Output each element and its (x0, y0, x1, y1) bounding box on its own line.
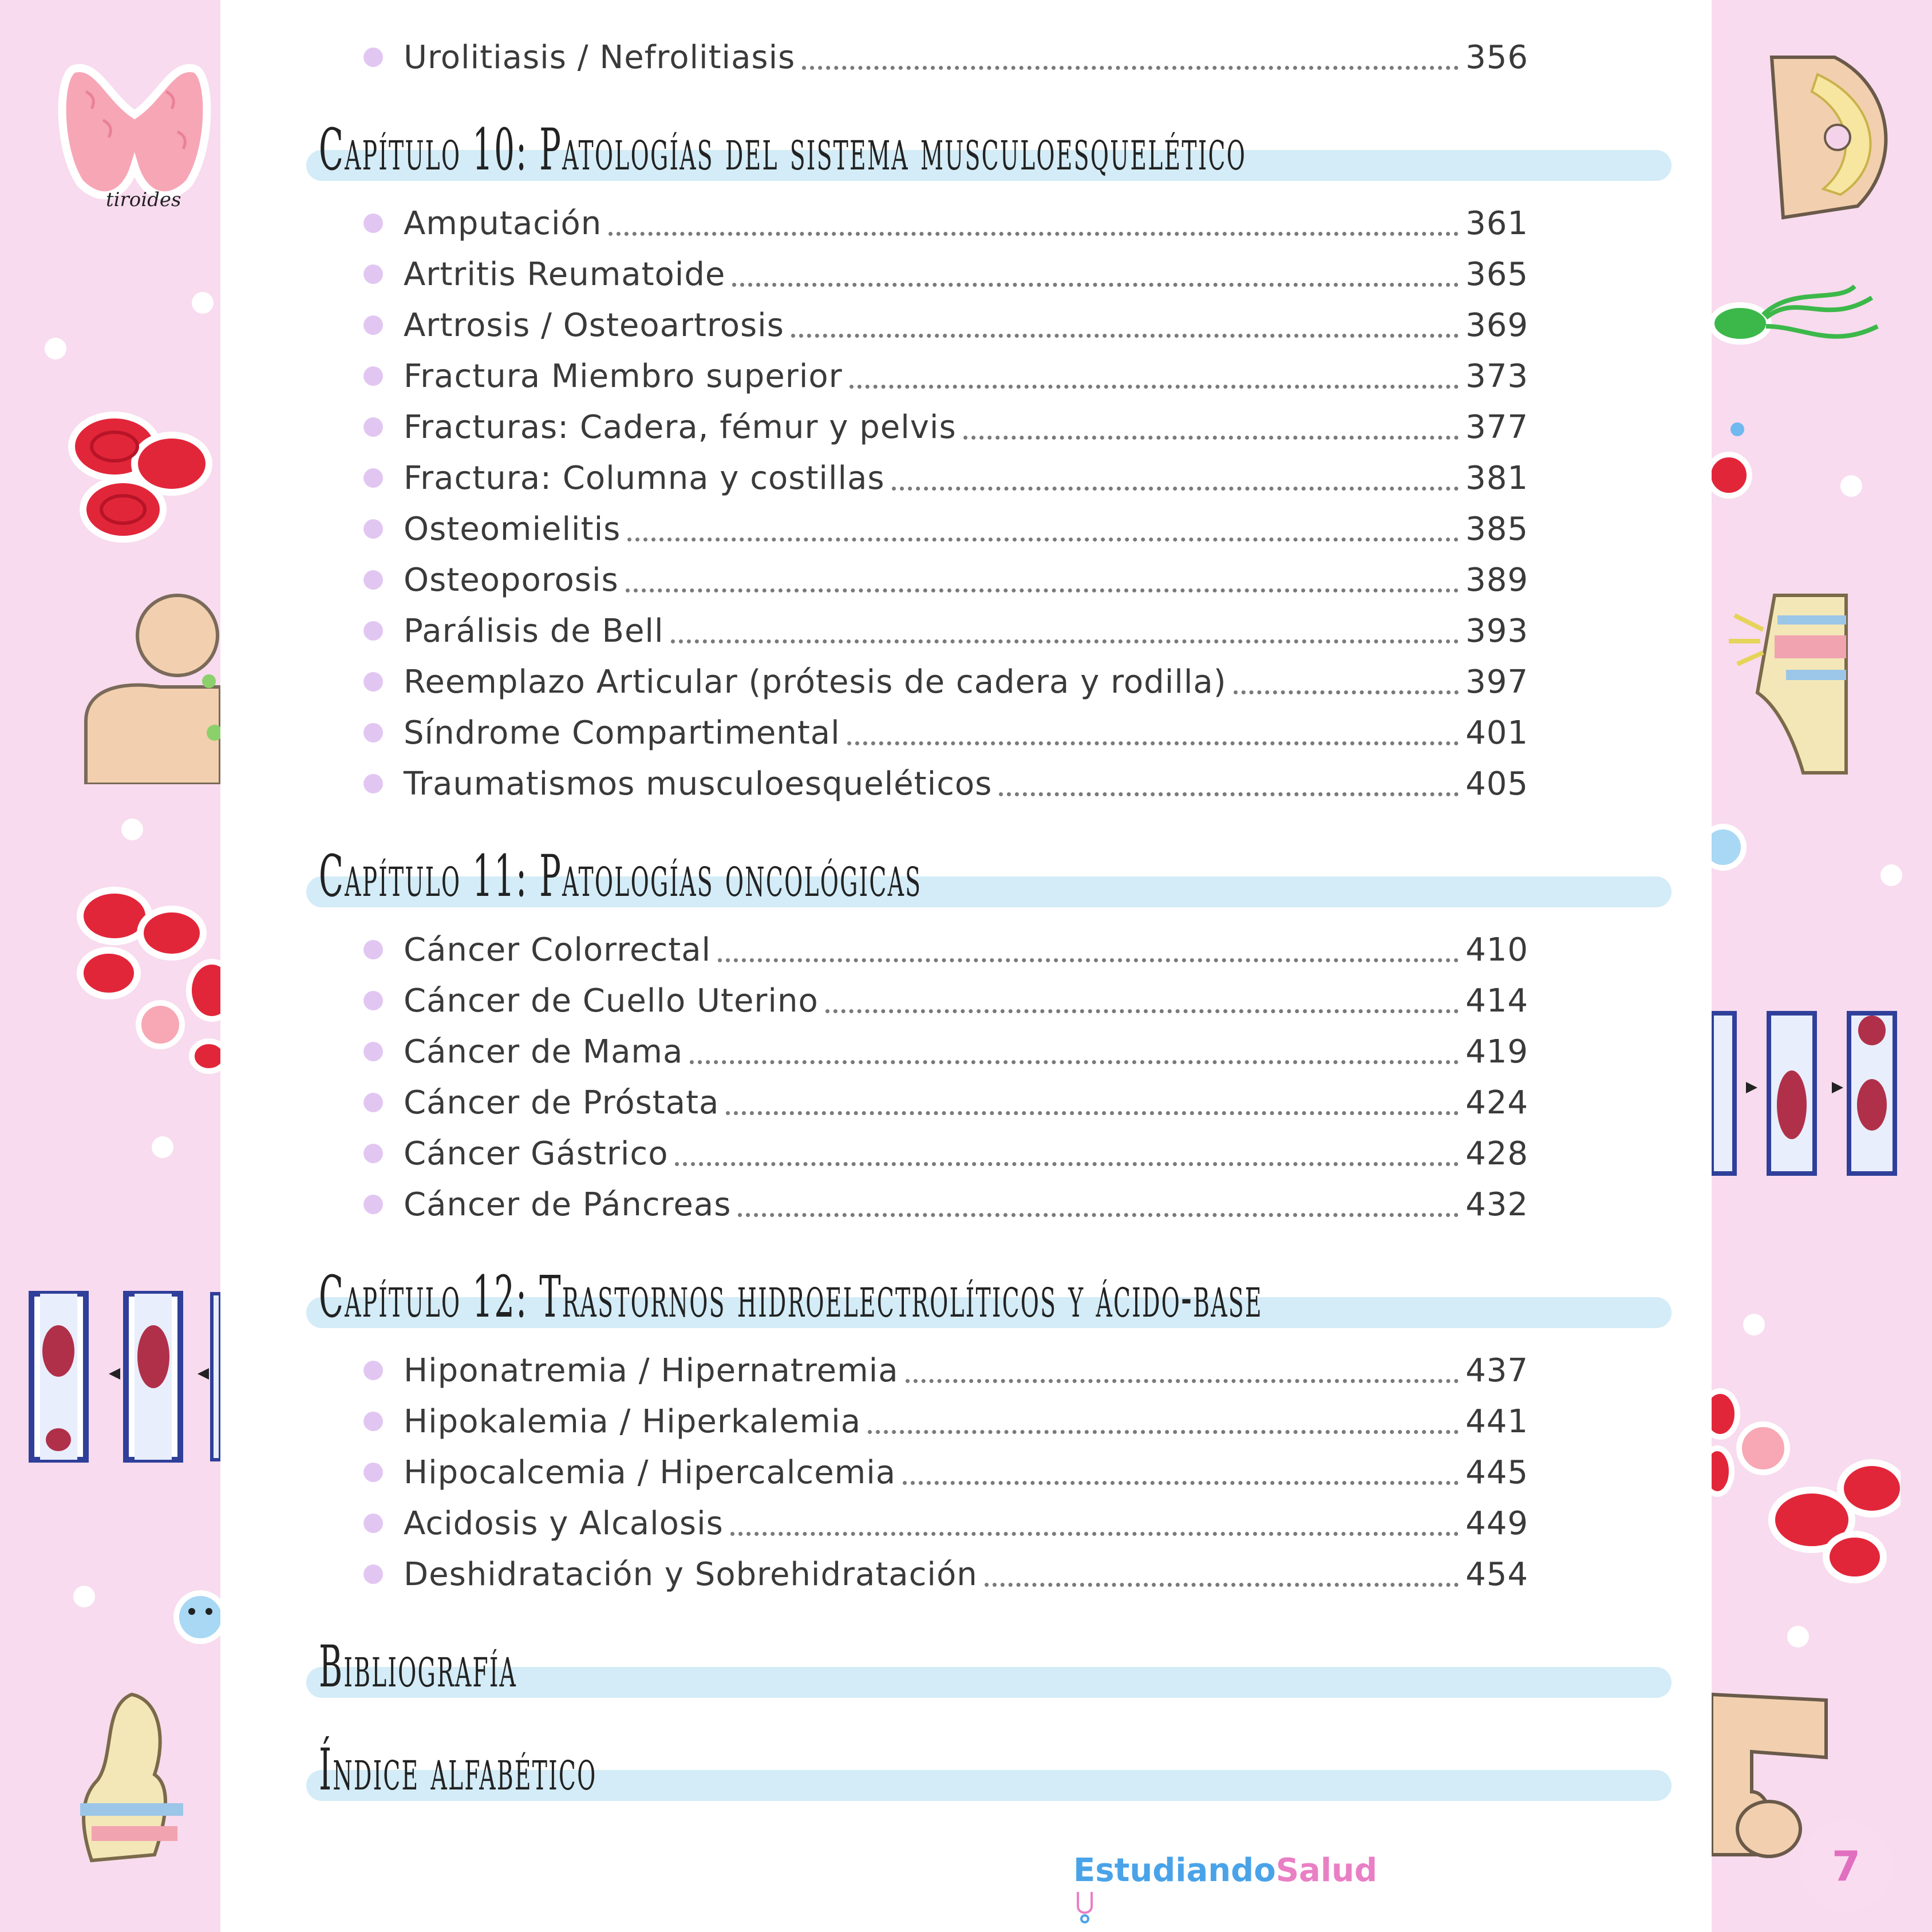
page-number: 7 (1800, 1820, 1892, 1912)
chapter-heading[interactable] (306, 109, 1672, 189)
dot-leader (675, 1162, 1459, 1166)
toc-entry[interactable] (364, 200, 1528, 246)
chapter-heading[interactable] (306, 1626, 1672, 1706)
dot-leader (718, 958, 1459, 962)
bacteria-flagella-icon (1712, 280, 1883, 361)
toc-entry[interactable] (364, 1398, 1528, 1444)
toc-entry[interactable] (364, 1131, 1528, 1176)
toc-entry-title: Cáncer de Próstata (404, 1084, 720, 1121)
toc-entry-title: Osteomielitis (404, 510, 621, 548)
toc-entry-page: 356 (1465, 38, 1528, 76)
toc-entry-title: Urolitiasis / Nefrolitiasis (404, 38, 796, 76)
toc-entry[interactable] (364, 506, 1528, 552)
bullet-dot-icon (364, 1093, 383, 1112)
bullet-dot-icon (364, 774, 383, 793)
toc-entry-page: 397 (1465, 663, 1528, 701)
toc-entry-title: Hipocalcemia / Hipercalcemia (404, 1453, 896, 1491)
bullet-dot-icon (364, 991, 383, 1010)
toc-entry[interactable] (364, 557, 1528, 603)
lymph-nodes-torso-icon (80, 590, 220, 784)
toc-entry-title: Fracturas: Cadera, fémur y pelvis (404, 408, 957, 446)
toc-entry-title: Acidosis y Alcalosis (404, 1504, 724, 1542)
dot-leader (690, 1060, 1459, 1064)
toc-entry[interactable] (364, 927, 1528, 973)
dot-leader (847, 741, 1459, 745)
toc-entry-page: 449 (1465, 1504, 1528, 1542)
thyroid-sticker-icon (52, 52, 218, 223)
toc-entry[interactable] (364, 455, 1528, 501)
toc-entry[interactable] (364, 1551, 1528, 1597)
chapter-title: Índice alfabético (319, 1736, 597, 1803)
dot-leader (730, 1532, 1459, 1536)
toc-entry[interactable] (364, 302, 1528, 348)
toc-entry-page: 414 (1465, 982, 1528, 1020)
red-blood-cells-icon (63, 401, 218, 550)
toc-entry[interactable] (364, 608, 1528, 654)
toc-entry[interactable] (364, 404, 1528, 450)
toc-entry-title: Cáncer Colorrectal (404, 931, 712, 969)
toc-entry-page: 389 (1465, 561, 1528, 599)
table-of-contents-page (220, 0, 1861, 1932)
bullet-dot-icon (364, 315, 383, 335)
toc-entry[interactable] (364, 353, 1528, 399)
toc-entry-page: 454 (1465, 1555, 1528, 1593)
bullet-dot-icon (364, 723, 383, 742)
toc-entry-page: 373 (1465, 357, 1528, 395)
toc-entry-page: 445 (1465, 1453, 1528, 1491)
spine-vertebra-icon (1723, 584, 1860, 779)
toc-entry-title: Cáncer de Mama (404, 1033, 683, 1070)
chapter-heading[interactable] (306, 835, 1672, 915)
chapter-title: Capítulo 10: Patologías del sistema musculoesquelético (319, 116, 1247, 183)
thrombus-vessels-right-icon (1712, 1008, 1901, 1185)
toc-entry-title: Reemplazo Articular (prótesis de cadera y rodilla) (404, 663, 1227, 701)
bullet-dot-icon (364, 672, 383, 692)
bacterium-blue-icon (1712, 813, 1757, 882)
thyroid-caption: tiroides (106, 188, 181, 211)
toc-entry[interactable] (364, 1029, 1528, 1074)
bullet-dot-icon (364, 1361, 383, 1380)
toc-entry-title: Osteoporosis (404, 561, 619, 599)
stethoscope-icon (1073, 1889, 1096, 1923)
toc-entry-page: 437 (1465, 1352, 1528, 1389)
toc-entry-page: 405 (1465, 765, 1528, 803)
breast-anatomy-icon (1766, 52, 1903, 223)
blood-cells-cluster-icon (74, 882, 220, 1076)
bullet-dot-icon (364, 570, 383, 590)
bullet-dot-icon (364, 1195, 383, 1214)
toc-entry[interactable] (364, 1080, 1528, 1125)
toc-entry[interactable] (364, 1449, 1528, 1495)
toc-container (220, 0, 1712, 1932)
left-decoration-strip (0, 0, 220, 1932)
chapter-title: Bibliografía (319, 1633, 517, 1700)
toc-entry-page: 419 (1465, 1033, 1528, 1070)
dot-leader (1234, 690, 1459, 694)
toc-entry-title: Parálisis de Bell (404, 612, 664, 650)
toc-entry[interactable] (364, 761, 1528, 807)
bullet-dot-icon (364, 1564, 383, 1584)
toc-entry-title: Hipokalemia / Hiperkalemia (404, 1402, 862, 1440)
bullet-dot-icon (364, 1144, 383, 1163)
dot-leader (726, 1111, 1459, 1115)
dot-leader (999, 792, 1459, 796)
toc-entry[interactable] (364, 251, 1528, 297)
bullet-dot-icon (364, 621, 383, 641)
bullet-dot-icon (364, 519, 383, 539)
dot-leader (627, 538, 1459, 542)
dot-leader (738, 1213, 1459, 1217)
dot-leader (892, 487, 1459, 491)
toc-entry-title: Amputación (404, 204, 602, 242)
dot-leader (868, 1430, 1459, 1434)
toc-entry-page: 385 (1465, 510, 1528, 548)
toc-entry-page: 369 (1465, 306, 1528, 344)
bullet-dot-icon (364, 1042, 383, 1061)
thrombus-vessels-icon (23, 1288, 220, 1465)
toc-entry[interactable] (364, 978, 1528, 1024)
toc-entry[interactable] (364, 659, 1528, 705)
dot-leader (671, 639, 1459, 643)
toc-entry-title: Fractura: Columna y costillas (404, 459, 885, 497)
toc-entry-title: Artrosis / Osteoartrosis (404, 306, 784, 344)
brand-logo-part1: Estudiando (1073, 1852, 1276, 1889)
chapter-title: Capítulo 11: Patologías oncológicas (319, 843, 922, 910)
dot-leader (825, 1009, 1459, 1013)
toc-entry-title: Síndrome Compartimental (404, 714, 840, 752)
toc-entry-page: 361 (1465, 204, 1528, 242)
bullet-dot-icon (364, 366, 383, 386)
dot-leader (963, 436, 1459, 440)
chapter-title: Capítulo 12: Trastornos hidroelectrolíticos y ácido-base (319, 1263, 1263, 1330)
bullet-dot-icon (364, 214, 383, 233)
chapter-heading[interactable] (306, 1256, 1672, 1336)
toc-entry-title: Deshidratación y Sobrehidratación (404, 1555, 978, 1593)
toc-entry[interactable] (364, 1182, 1528, 1227)
toc-entry[interactable] (364, 34, 1528, 80)
bullet-dot-icon (364, 940, 383, 959)
bullet-dot-icon (364, 1463, 383, 1482)
toc-entry-title: Hiponatremia / Hipernatremia (404, 1352, 899, 1389)
toc-entry-page: 381 (1465, 459, 1528, 497)
dot-leader (985, 1583, 1459, 1587)
dot-leader (732, 283, 1459, 287)
toc-entry-page: 432 (1465, 1186, 1528, 1223)
toc-entry-page: 393 (1465, 612, 1528, 650)
dot-leader (903, 1481, 1459, 1485)
bullet-dot-icon (364, 48, 383, 67)
toc-entry-page: 401 (1465, 714, 1528, 752)
dot-leader (906, 1379, 1459, 1383)
toc-entry[interactable] (364, 1500, 1528, 1546)
right-decoration-strip (1712, 0, 1932, 1932)
blood-cells-right-icon (1712, 1385, 1901, 1603)
toc-entry-page: 428 (1465, 1135, 1528, 1172)
dot-leader (609, 232, 1459, 236)
bacterium-icon (166, 1586, 220, 1649)
dot-leader (626, 588, 1459, 592)
bullet-dot-icon (364, 468, 383, 488)
toc-entry[interactable] (364, 1348, 1528, 1393)
chapter-heading[interactable] (306, 1729, 1672, 1809)
bullet-dot-icon (364, 1412, 383, 1431)
brand-logo (1073, 1852, 1377, 1903)
toc-entry-title: Cáncer de Cuello Uterino (404, 982, 819, 1020)
toc-entry-title: Traumatismos musculoesqueléticos (404, 765, 993, 803)
toc-entry[interactable] (364, 710, 1528, 756)
toc-entry-title: Cáncer Gástrico (404, 1135, 669, 1172)
bullet-dot-icon (364, 264, 383, 284)
toc-entry-title: Cáncer de Páncreas (404, 1186, 732, 1223)
toc-entry-title: Fractura Miembro superior (404, 357, 843, 395)
toc-entry-page: 365 (1465, 255, 1528, 293)
virus-red-icon (1712, 418, 1763, 509)
toc-entry-page: 377 (1465, 408, 1528, 446)
toc-entry-page: 424 (1465, 1084, 1528, 1121)
dot-leader (802, 66, 1459, 70)
bullet-dot-icon (364, 1514, 383, 1533)
toc-entry-page: 441 (1465, 1402, 1528, 1440)
dot-leader (850, 385, 1459, 389)
bullet-dot-icon (364, 417, 383, 437)
herniated-disc-icon (69, 1689, 206, 1878)
dot-leader (791, 334, 1459, 338)
brand-logo-part2: Salud (1275, 1852, 1377, 1889)
toc-entry-title: Artritis Reumatoide (404, 255, 726, 293)
toc-entry-page: 410 (1465, 931, 1528, 969)
